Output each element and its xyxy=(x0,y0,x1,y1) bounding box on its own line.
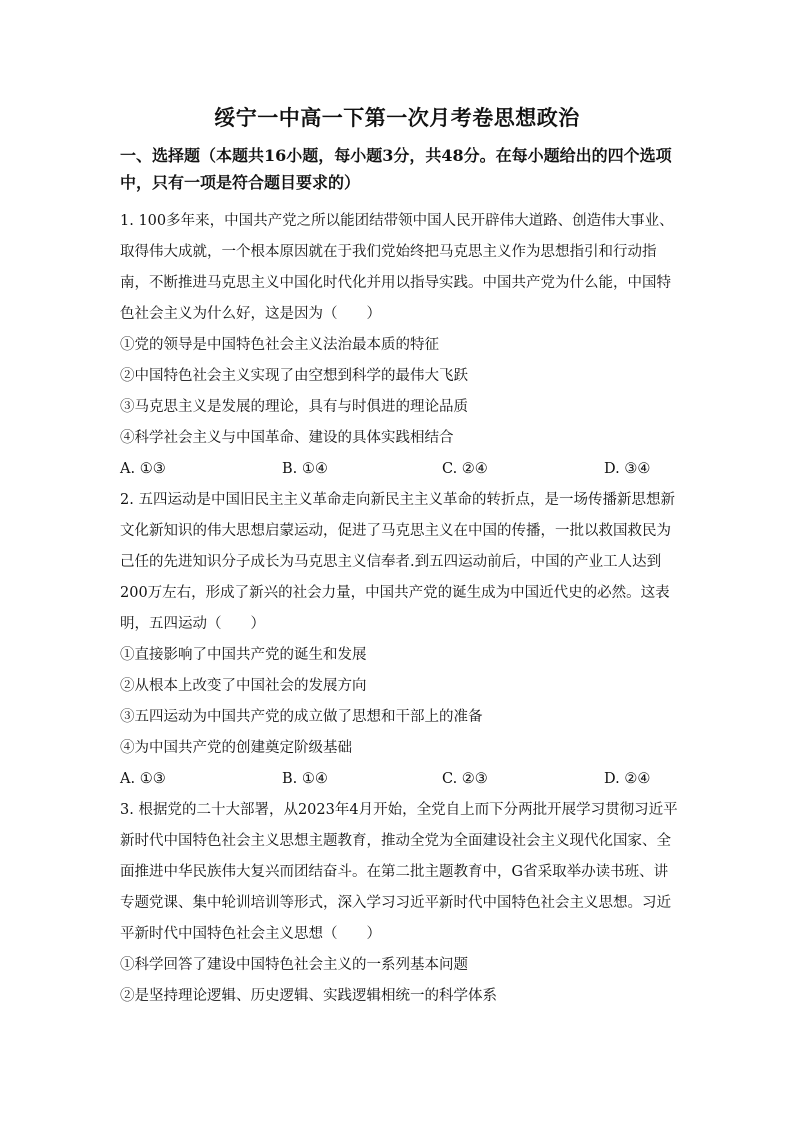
choice-a: A. ①③ xyxy=(120,771,166,787)
section-header: 一、选择题（本题共16小题，每小题3分，共48分。在每小题给出的四个选项中，只有一项是符合题目要求的） xyxy=(120,146,672,192)
choice-d: D. ③④ xyxy=(604,461,651,477)
answer-choices xyxy=(120,454,680,485)
choice-d: D. ②④ xyxy=(604,771,651,787)
choice-b: B. ①④ xyxy=(282,771,328,787)
statement-1: ①科学回答了建设中国特色社会主义的一系列基本问题 xyxy=(120,957,468,973)
question-2 xyxy=(120,485,680,795)
question-stem: 1. 100多年来，中国共产党之所以能团结带领中国人民开辟伟大道路、创造伟大事业、取得伟大成就，一个根本原因就在于我们党始终把马克思主义作为思想指引和行动指南，不断推进马克思主义中国化时代化并用以指导实践。中国共产党为什么能，中国特色社会主义为什么好，这是因为（ ） xyxy=(120,213,674,322)
choice-c: C. ②④ xyxy=(442,461,488,477)
choice-b: B. ①④ xyxy=(282,461,328,477)
question-stem: 2. 五四运动是中国旧民主主义革命走向新民主主义革命的转折点，是一场传播新思想新文化新知识的伟大思想启蒙运动，促进了马克思主义在中国的传播，一批以救国救民为己任的先进知识分子成长为马克思主义信奉者.到五四运动前后，中国的产业工人达到200万左右，形成了新兴的社会力量，中国共产党的诞生成为中国近代史的必然。这表明，五四运动（ ） xyxy=(120,492,675,632)
statement-3: ③五四运动为中国共产党的成立做了思想和干部上的准备 xyxy=(120,709,483,725)
statement-2: ②中国特色社会主义实现了由空想到科学的最伟大飞跃 xyxy=(120,368,468,384)
statement-2: ②从根本上改变了中国社会的发展方向 xyxy=(120,678,367,694)
choice-a: A. ①③ xyxy=(120,461,166,477)
statement-2: ②是坚持理论逻辑、历史逻辑、实践逻辑相统一的科学体系 xyxy=(120,988,497,1004)
exam-title: 绥宁一中高一下第一次月考卷思想政治 xyxy=(214,105,580,130)
statement-4: ④为中国共产党的创建奠定阶级基础 xyxy=(120,740,352,756)
question-3 xyxy=(120,795,680,1012)
statement-1: ①党的领导是中国特色社会主义法治最本质的特征 xyxy=(120,337,439,353)
question-1 xyxy=(120,206,680,485)
questions-container xyxy=(120,206,680,1012)
statement-4: ④科学社会主义与中国革命、建设的具体实践相结合 xyxy=(120,430,454,446)
statement-1: ①直接影响了中国共产党的诞生和发展 xyxy=(120,647,367,663)
answer-choices xyxy=(120,764,680,795)
choice-c: C. ②③ xyxy=(442,771,488,787)
statement-3: ③马克思主义是发展的理论，具有与时俱进的理论品质 xyxy=(120,399,468,415)
question-stem: 3. 根据党的二十大部署，从2023年4月开始，全党自上而下分两批开展学习贯彻习近平新时代中国特色社会主义思想主题教育，推动全党为全面建设社会主义现代化国家、全面推进中华民族伟大复兴而团结奋斗。在第二批主题教育中，G省采取举办读书班、讲专题党课、集中轮训培训等形式，深入学习习近平新时代中国特色社会主义思想。习近平新时代中国特色社会主义思想（ ） xyxy=(120,802,678,942)
